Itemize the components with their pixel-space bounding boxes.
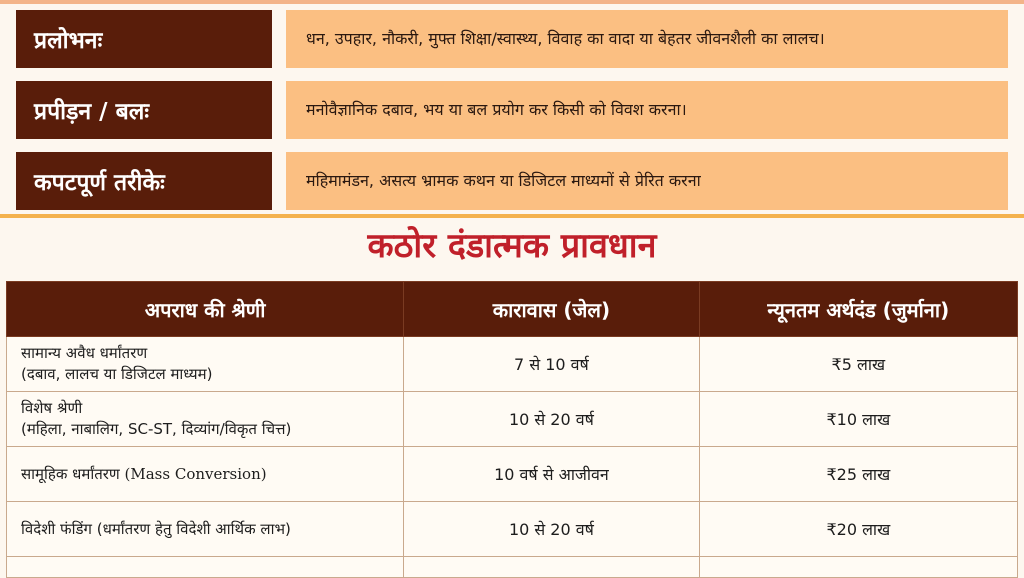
definition-row-inducement [16,10,1008,68]
definition-label: कपटपूर्ण तरीकेः [16,152,272,210]
category-note: (दबाव, लालच या डिजिटल माध्यम) [21,365,213,383]
cell-empty [699,557,1017,578]
definition-text: धन, उपहार, नौकरी, मुफ्त शिक्षा/स्वास्थ्य, विवाह का वादा या बेहतर जीवनशैली का लालच। [286,10,1008,68]
cell-prison: 10 वर्ष से आजीवन [404,447,699,502]
definition-text: मनोवैज्ञानिक दबाव, भय या बल प्रयोग कर किसी को विवश करना। [286,81,1008,139]
table-row [7,447,1018,502]
table-row-cutoff [7,557,1018,578]
definition-label: प्रलोभनः [16,10,272,68]
table-header-row [7,282,1018,337]
cell-empty [7,557,404,578]
category-name: सामान्य अवैध धर्मांतरण [21,344,148,362]
table-row [7,337,1018,392]
top-accent-strip [0,0,1024,4]
category-name: सामूहिक धर्मांतरण [21,464,120,483]
cell-prison: 10 से 20 वर्ष [404,392,699,447]
section-divider [0,214,1024,218]
definition-label: प्रपीड़न / बलः [16,81,272,139]
cell-fine: ₹5 लाख [699,337,1017,392]
definition-row-fraudulent [16,152,1008,210]
category-note: (धर्मांतरण हेतु विदेशी आर्थिक लाभ) [96,519,291,538]
category-note: (महिला, नाबालिग, SC-ST, दिव्यांग/विकृत चित्त) [21,420,292,438]
cell-category [7,337,404,392]
category-note: (Mass Conversion) [124,464,267,483]
cell-category [7,392,404,447]
cell-fine: ₹25 लाख [699,447,1017,502]
penalty-table [6,281,1018,578]
header-minimum-fine: न्यूनतम अर्थदंड (जुर्माना) [699,282,1017,337]
cell-category [7,502,404,557]
cell-fine: ₹20 लाख [699,502,1017,557]
cell-fine: ₹10 लाख [699,392,1017,447]
table-row [7,502,1018,557]
cell-prison: 7 से 10 वर्ष [404,337,699,392]
table-row [7,392,1018,447]
definition-row-coercion [16,81,1008,139]
cell-category [7,447,404,502]
category-name: विशेष श्रेणी [21,399,83,417]
cell-empty [404,557,699,578]
header-imprisonment: कारावास (जेल) [404,282,699,337]
cell-prison: 10 से 20 वर्ष [404,502,699,557]
category-name: विदेशी फंडिंग [21,519,92,538]
section-title: कठोर दंडात्मक प्रावधान [367,226,657,266]
definition-text: महिमामंडन, असत्य भ्रामक कथन या डिजिटल माध्यमों से प्रेरित करना [286,152,1008,210]
header-offense-category: अपराध की श्रेणी [7,282,404,337]
